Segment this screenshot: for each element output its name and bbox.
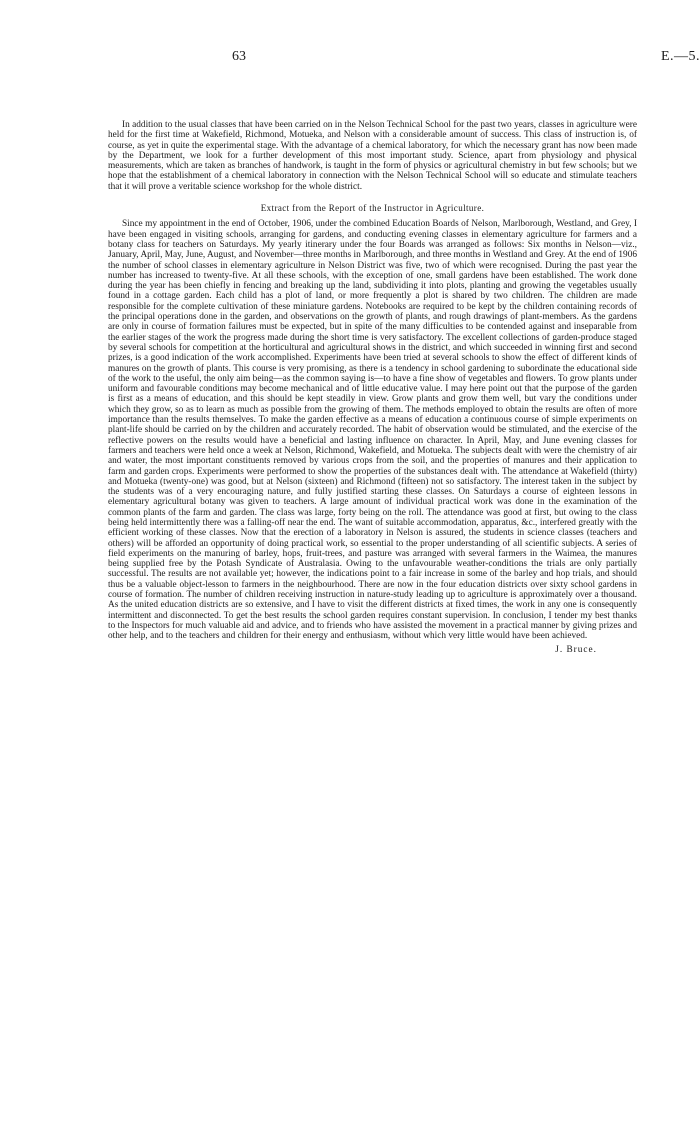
page-number: 63 bbox=[232, 49, 246, 64]
section-heading: Extract from the Report of the Instructor in Agriculture. bbox=[260, 203, 485, 214]
intro-paragraph: In addition to the usual classes that have been carried on in the Nelson Technical School for the past two years, classes in agriculture were held for the first time at Wakefield, Richmond, Motueka, and Nelson with a considerable amount of success. This class of instruction is, of course, as yet in quite the experimental stage. With the advantage of a chemical laboratory, for which the necessary grant has now been made by the Department, we look for a further development of this most important study. Science, apart from physiology and physical measurements, which are taken as branches of handwork, is taught in the form of physics or agricultural chemistry in but few schools; but we hope that the establishment of a chemical laboratory in connection with the Nelson Technical School will so educate and stimulate teachers that it will prove a veritable science workshop for the whole district. bbox=[108, 120, 637, 192]
signature: J. Bruce. bbox=[555, 644, 597, 655]
body-text bbox=[108, 120, 637, 655]
document-reference: E.—5. bbox=[660, 49, 700, 64]
report-paragraph: Since my appointment in the end of October, 1906, under the combined Education Boards of Nelson, Marlborough, Westland, and Grey, I have been engaged in visiting schools, arranging for gardens, and conducting evening classes in elementary agriculture for farmers and a botany class for teachers on Saturdays. My yearly itinerary under the four Boards was arranged as follows: Six months in Nelson—viz., January, April, May, June, August, and November—three months in Marlborough, and three months in Westland and Grey. At the end of 1906 the number of school classes in elementary agriculture in Nelson District was five, two of which were recognised. During the past year the number has increased to twenty-five. At all these schools, with the exception of one, small gardens have been established. The work done during the year has been chiefly in fencing and breaking up the land, subdividing it into plots, planting and growing the vegetables usually found in a cottage garden. Each child has a plot of land, or more frequently a plot is shared by two children. The children are made responsible for the complete cultivation of these miniature gardens. Notebooks are required to be kept by the children containing records of the principal operations done in the garden, and observations on the growth of plants, and rough drawings of plant-members. As the gardens are only in course of formation failures must be expected, but in spite of the many difficulties to be contended against and inseparable from the earlier stages of the work the progress made during the short time is very satisfactory. The excellent collections of garden-produce staged by several schools for competition at the horticultural and agricultural shows in the district, and which succeeded in winning first and second prizes, is a good indication of the work accomplished. Experiments have been tried at several schools to show the effect of different kinds of manures on the growth of plants. This course is very promising, as there is a tendency in school gardening to subordinate the educational side of the work to the useful, the only aim being—as the common saying is—to have a fine show of vegetables and flowers. To grow plants under uniform and favourable conditions may become mechanical and of little educative value. I may here point out that the purpose of the garden is first as a means of education, and this should be kept steadily in view. Grow plants and grow them well, but vary the conditions under which they grow, so as to learn as much as possible from the growing of them. The methods employed to obtain the results are often of more importance than the results themselves. To make the garden effective as a means of education a continuous course of simple experiments on plant-life should be carried on by the children and accurately recorded. The habit of observation would be stimulated, and the exercise of the reflective powers on the results would have a beneficial and lasting influence on character. In April, May, and June evening classes for farmers and teachers were held once a week at Nelson, Richmond, Wakefield, and Motueka. The subjects dealt with were the chemistry of air and water, the most important constituents removed by various crops from the soil, and the properties of manures and their application to farm and garden crops. Experiments were performed to show the properties of the substances dealt with. The attendance at Wakefield (thirty) and Motueka (twenty-one) was good, but at Nelson (sixteen) and Richmond (fifteen) not so satisfactory. The interest taken in the subject by the students was of a very encouraging nature, and fully justified starting these classes. On Saturdays a course of eighteen lessons in elementary agricultural botany was given to teachers. A large amount of individual practical work was done in the examination of the common plants of the farm and garden. The class was large, forty being on the roll. The attendance was good at first, but owing to the class being held intermittently there was a falling-off near the end. The want of suitable accommodation, apparatus, &c., interfered greatly with the efficient working of these classes. Now that the erection of a laboratory in Nelson is assured, the students in science classes (teachers and others) will be afforded an opportunity of doing practical work, so essential to the proper understanding of all scientific subjects. A series of field experiments on the manuring of barley, hops, fruit-trees, and pasture was arranged with several farmers in the Waimea, the manures being supplied free by the Potash Syndicate of Australasia. Owing to the unfavourable weather-conditions the trials are only partially successful. The results are not available yet; however, the indications point to a fair increase in some of the barley and hop trials, and should thus be a valuable object-lesson to farmers in the neighbourhood. There are now in the four education districts over sixty school gardens in course of formation. The number of children receiving instruction in nature-study leading up to agriculture is approximately over a thousand. As the united education districts are so extensive, and I have to visit the different districts at fixed times, the work in any one is consequently intermittent and disconnected. To get the best results the school garden requires constant supervision. In conclusion, I tender my best thanks to the Inspectors for much valuable aid and advice, and to friends who have assisted the movement in a practical manner by giving prizes and other help, and to the teachers and children for their energy and enthusiasm, without which very little would have been achieved. bbox=[108, 219, 637, 642]
